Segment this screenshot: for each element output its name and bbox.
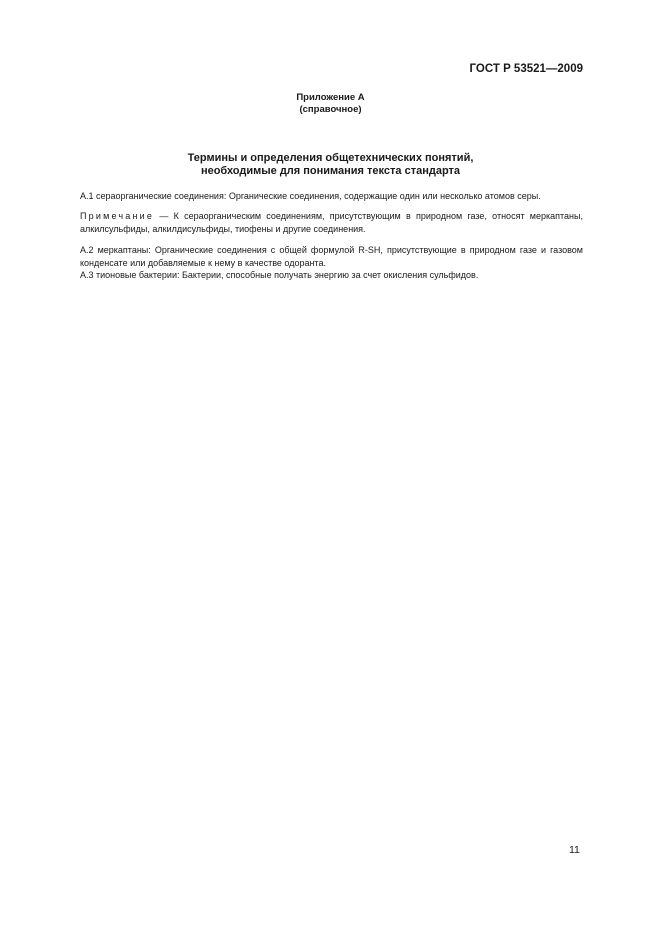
term-a1: А.1 сераорганические соединения: Органические соединения, содержащие один или несколько атомов серы. [80,191,541,201]
note-text: — К сераорганическим соединениям, присутствующим в природном газе, относят меркаптаны, алкилсульфиды, алкилдисульфиды, тиофены и другие соединения. [80,211,583,234]
section-title-line-1: Термины и определения общетехнических понятий, [187,152,474,164]
term-a3: А.3 тионовые бактерии: Бактерии, способные получать энергию за счет окисления сульфидов. [80,270,479,280]
page-number: 11 [569,844,580,856]
section-title-line-2: необходимые для понимания текста стандарта [200,164,461,177]
standard-designation: ГОСТ Р 53521—2009 [469,63,583,75]
section-title [0,152,661,177]
note-label: Примечание [80,211,155,221]
appendix-heading [0,92,661,116]
appendix-title: Приложение А [296,92,365,103]
note [80,210,583,235]
term-a2: А.2 меркаптаны: Органические соединения с общей формулой R-SH, присутствующие в природном газе и газовом конденсате или добавляемые к нему в качестве одоранта. [80,245,583,268]
appendix-kind: (справочное) [299,104,362,115]
